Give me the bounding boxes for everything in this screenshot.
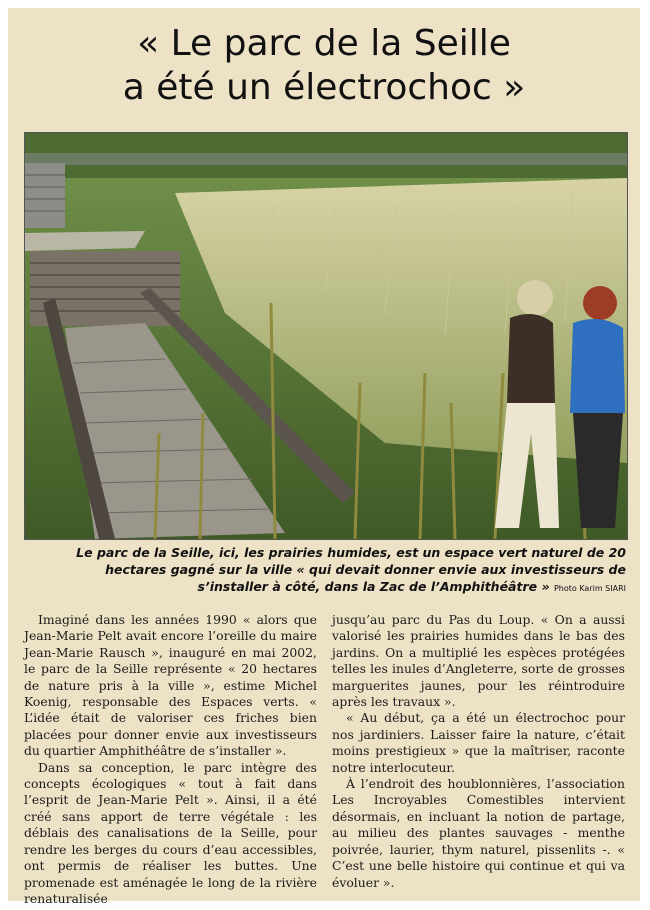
paragraph: Dans sa conception, le parc intègre des concepts écologiques « tout à fait dans l’esprit de Jean-Marie Pelt ». Ainsi, il a été créé sans apport de terre végétale : les déblais des canalisations de la Seille, pour rendre les berges du cours d’eau accessibles, ont permis de réaliser les buttes. Une promenade est aménagée le long de la rivière renaturalisée [24,759,317,906]
photo-caption [38,544,626,597]
body-column-right [332,612,625,891]
headline-line-1: « Le parc de la Seille [137,23,511,64]
headline-line-2: a été un électrochoc » [122,67,526,108]
paragraph: « Au début, ça a été un électrochoc pour nos jardiniers. Laisser faire la nature, c’était moins prestigieux » que la maîtriser, raconte notre interlocuteur. [332,710,625,775]
caption-text: Le parc de la Seille, ici, les prairies humides, est un espace vert naturel de 20 hectares gagné sur la ville « qui devait donner envie aux investisseurs de s’installer à côté, dans la Zac de l’Amphithéâtre » [76,545,626,594]
article-photo [24,132,628,540]
headline [8,22,640,110]
photo-credit: Photo Karim SIARI [553,584,626,593]
paragraph: À l’endroit des houblonnières, l’association Les Incroyables Comestibles intervient désormais, en incluant la notion de partage, au milieu des plantes sauvages - menthe poivrée, laurier, thym naturel, pissenlits -. « C’est une belle histoire qui continue et qui va évoluer ». [332,776,625,890]
newspaper-page [8,8,640,906]
paragraph: Imaginé dans les années 1990 « alors que Jean-Marie Pelt avait encore l’oreille du maire Jean-Marie Rausch », inauguré en mai 2002, le parc de la Seille représente « 20 hectares de nature pris à la ville », estime Michel Koenig, responsable des Espaces verts. « L’idée était de valoriser ces friches bien placées pour donner envie aux investisseurs du quartier Amphithéâtre de s’installer ». [24,612,317,759]
paragraph: jusqu’au parc du Pas du Loup. « On a aussi valorisé les prairies humides dans le bas des jardins. On a multiplié les espèces protégées telles les inules d’Angleterre, sorte de grosses marguerites jaunes, pour les réintroduire après les travaux ». [332,612,625,710]
body-column-left [24,612,317,907]
